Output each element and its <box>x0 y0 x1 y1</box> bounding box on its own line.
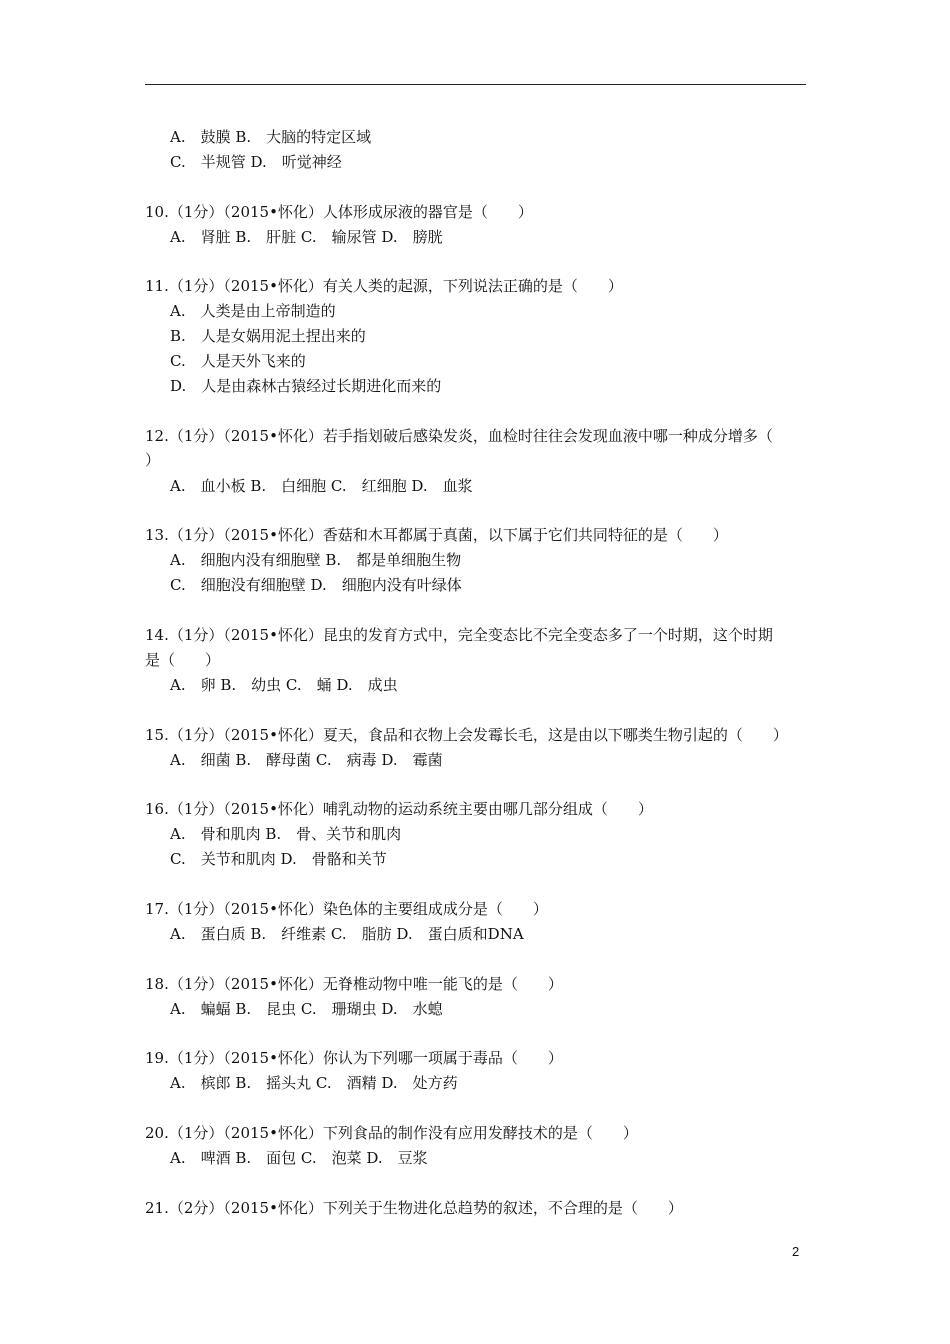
question-stem: 11.（1分）（2015•怀化）有关人类的起源，下列说法正确的是（ ） <box>145 277 623 295</box>
question-stem: 是（ ） <box>145 651 221 669</box>
answer-options: D. 人是由森林古猿经过长期进化而来的 <box>170 377 442 395</box>
question-stem: 21.（2分）（2015•怀化）下列关于生物进化总趋势的叙述，不合理的是（ ） <box>145 1199 683 1217</box>
question-stem: 17.（1分）（2015•怀化）染色体的主要组成成分是（ ） <box>145 900 548 918</box>
question-stem: 15.（1分）（2015•怀化）夏天，食品和衣物上会发霉长毛，这是由以下哪类生物引起的（ ） <box>145 726 788 744</box>
question-stem: ） <box>145 451 161 469</box>
answer-options: A. 卵 B. 幼虫 C. 蛹 D. 成虫 <box>170 676 398 694</box>
question-stem: 20.（1分）（2015•怀化）下列食品的制作没有应用发酵技术的是（ ） <box>145 1124 638 1142</box>
page-number: 2 <box>792 1244 800 1259</box>
question-stem: 13.（1分）（2015•怀化）香菇和木耳都属于真菌，以下属于它们共同特征的是（ ） <box>145 526 728 544</box>
answer-options: A. 骨和肌肉 B. 骨、关节和肌肉 <box>170 825 402 843</box>
header-rule <box>145 84 806 85</box>
answer-options: A. 鼓膜 B. 大脑的特定区域 <box>170 128 372 146</box>
question-stem: 16.（1分）（2015•怀化）哺乳动物的运动系统主要由哪几部分组成（ ） <box>145 800 653 818</box>
answer-options: A. 人类是由上帝制造的 <box>170 302 336 320</box>
answer-options: A. 血小板 B. 白细胞 C. 红细胞 D. 血浆 <box>170 477 473 495</box>
answer-options: A. 槟郎 B. 摇头丸 C. 酒精 D. 处方药 <box>170 1074 458 1092</box>
question-stem: 12.（1分）（2015•怀化）若手指划破后感染发炎，血检时往往会发现血液中哪一种成分增多（ <box>145 427 773 445</box>
answer-options: A. 啤酒 B. 面包 C. 泡菜 D. 豆浆 <box>170 1149 428 1167</box>
question-stem: 18.（1分）（2015•怀化）无脊椎动物中唯一能飞的是（ ） <box>145 975 563 993</box>
answer-options: A. 肾脏 B. 肝脏 C. 输尿管 D. 膀胱 <box>170 228 443 246</box>
answer-options: A. 蛋白质 B. 纤维素 C. 脂肪 D. 蛋白质和DNA <box>170 925 524 943</box>
answer-options: A. 蝙蝠 B. 昆虫 C. 珊瑚虫 D. 水螅 <box>170 1000 443 1018</box>
question-stem: 14.（1分）（2015•怀化）昆虫的发育方式中，完全变态比不完全变态多了一个时期，这个时期 <box>145 626 773 644</box>
answer-options: C. 半规管 D. 听觉神经 <box>170 153 342 171</box>
answer-options: B. 人是女娲用泥土捏出来的 <box>170 327 366 345</box>
answer-options: C. 人是天外飞来的 <box>170 352 306 370</box>
answer-options: A. 细胞内没有细胞壁 B. 都是单细胞生物 <box>170 551 462 569</box>
answer-options: A. 细菌 B. 酵母菌 C. 病毒 D. 霉菌 <box>170 751 443 769</box>
question-stem: 19.（1分）（2015•怀化）你认为下列哪一项属于毒品（ ） <box>145 1049 563 1067</box>
answer-options: C. 关节和肌肉 D. 骨骼和关节 <box>170 850 387 868</box>
question-stem: 10.（1分）（2015•怀化）人体形成尿液的器官是（ ） <box>145 203 533 221</box>
answer-options: C. 细胞没有细胞壁 D. 细胞内没有叶绿体 <box>170 576 462 594</box>
